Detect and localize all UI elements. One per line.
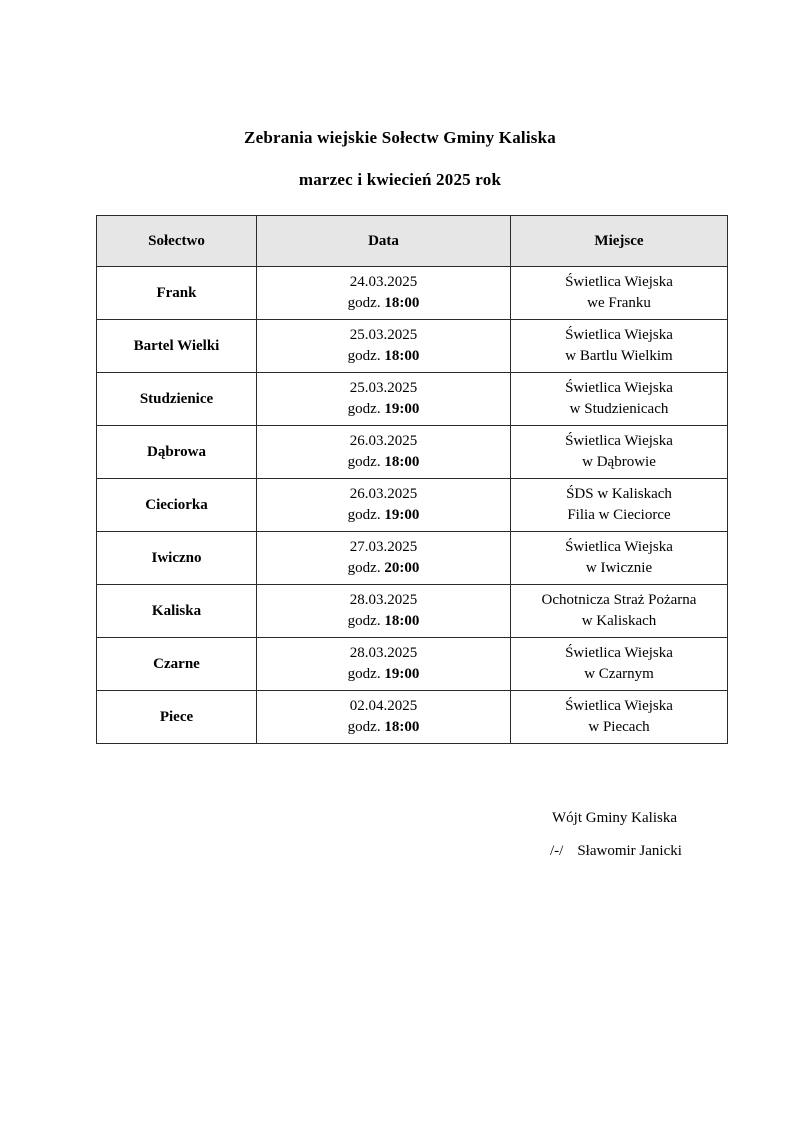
table-header-row (97, 216, 728, 267)
time-value: 18:00 (384, 348, 420, 364)
place-line1: Świetlica Wiejska (565, 645, 673, 661)
signature-name: Sławomir Janicki (577, 843, 682, 859)
table-row (97, 532, 728, 585)
date-cell (257, 532, 511, 585)
header-cell-data: Data (257, 216, 511, 267)
place-line1: Świetlica Wiejska (565, 539, 673, 555)
place-line1: Ochotnicza Straż Pożarna (541, 592, 697, 608)
header-cell-miejsce: Miejsce (511, 216, 728, 267)
date-cell (257, 320, 511, 373)
time-prefix: godz. (347, 507, 381, 523)
table-row (97, 585, 728, 638)
date-value: 27.03.2025 (349, 539, 418, 555)
place-line1: Świetlica Wiejska (565, 274, 673, 290)
date-value: 26.03.2025 (349, 433, 418, 449)
time-prefix: godz. (347, 348, 381, 364)
meetings-table (96, 215, 728, 744)
place-cell (511, 532, 728, 585)
time-line (261, 505, 506, 526)
date-value: 28.03.2025 (349, 645, 418, 661)
time-line (261, 664, 506, 685)
place-line2: w Piecach (588, 719, 650, 735)
time-value: 18:00 (384, 719, 420, 735)
date-value: 25.03.2025 (349, 380, 418, 396)
time-prefix: godz. (347, 560, 381, 576)
place-cell (511, 638, 728, 691)
solectwo-cell: Dąbrowa (97, 426, 257, 479)
solectwo-cell: Bartel Wielki (97, 320, 257, 373)
place-cell (511, 691, 728, 744)
table-row (97, 267, 728, 320)
table-row (97, 479, 728, 532)
place-line1: ŚDS w Kaliskach (566, 486, 672, 502)
time-value: 18:00 (384, 454, 420, 470)
solectwo-cell: Studzienice (97, 373, 257, 426)
place-line1: Świetlica Wiejska (565, 698, 673, 714)
place-cell (511, 320, 728, 373)
signature-name-line (550, 841, 682, 861)
time-value: 18:00 (384, 295, 420, 311)
time-line (261, 717, 506, 738)
place-line1: Świetlica Wiejska (565, 433, 673, 449)
place-cell (511, 373, 728, 426)
table-row (97, 426, 728, 479)
signature-block (550, 808, 682, 861)
date-cell (257, 267, 511, 320)
time-value: 18:00 (384, 613, 420, 629)
time-line (261, 452, 506, 473)
date-cell (257, 638, 511, 691)
solectwo-cell: Kaliska (97, 585, 257, 638)
time-value: 19:00 (384, 507, 420, 523)
solectwo-cell: Cieciorka (97, 479, 257, 532)
place-line2: we Franku (587, 295, 651, 311)
time-line (261, 399, 506, 420)
time-value: 20:00 (384, 560, 420, 576)
time-line (261, 611, 506, 632)
time-prefix: godz. (347, 719, 381, 735)
place-line2: Filia w Cieciorce (567, 507, 671, 523)
document-title-line2: marzec i kwiecień 2025 rok (298, 170, 502, 189)
time-prefix: godz. (347, 454, 381, 470)
place-line2: w Czarnym (584, 666, 654, 682)
date-value: 02.04.2025 (349, 698, 418, 714)
date-value: 24.03.2025 (349, 274, 418, 290)
date-value: 28.03.2025 (349, 592, 418, 608)
place-line2: w Dąbrowie (582, 454, 656, 470)
time-line (261, 293, 506, 314)
date-value: 26.03.2025 (349, 486, 418, 502)
time-value: 19:00 (384, 666, 420, 682)
signature-prefix: /-/ (550, 843, 564, 859)
time-prefix: godz. (347, 613, 381, 629)
solectwo-cell: Frank (97, 267, 257, 320)
time-prefix: godz. (347, 666, 381, 682)
header-cell-solectwo: Sołectwo (97, 216, 257, 267)
date-cell (257, 585, 511, 638)
date-cell (257, 479, 511, 532)
place-cell (511, 585, 728, 638)
date-cell (257, 373, 511, 426)
place-cell (511, 267, 728, 320)
time-value: 19:00 (384, 401, 420, 417)
place-line2: w Studzienicach (569, 401, 669, 417)
place-line1: Świetlica Wiejska (565, 327, 673, 343)
place-cell (511, 426, 728, 479)
table-row (97, 691, 728, 744)
date-cell (257, 691, 511, 744)
solectwo-cell: Piece (97, 691, 257, 744)
time-prefix: godz. (347, 401, 381, 417)
place-cell (511, 479, 728, 532)
solectwo-cell: Iwiczno (97, 532, 257, 585)
table-row (97, 373, 728, 426)
table-row (97, 638, 728, 691)
place-line1: Świetlica Wiejska (565, 380, 673, 396)
date-value: 25.03.2025 (349, 327, 418, 343)
time-line (261, 346, 506, 367)
table-row (97, 320, 728, 373)
solectwo-cell: Czarne (97, 638, 257, 691)
document-title-line1: Zebrania wiejskie Sołectw Gminy Kaliska (244, 128, 556, 147)
place-line2: w Bartlu Wielkim (565, 348, 673, 364)
time-line (261, 558, 506, 579)
date-cell (257, 426, 511, 479)
place-line2: w Iwicznie (585, 560, 653, 576)
place-line2: w Kaliskach (581, 613, 657, 629)
time-prefix: godz. (347, 295, 381, 311)
signature-role: Wójt Gminy Kaliska (552, 810, 677, 826)
